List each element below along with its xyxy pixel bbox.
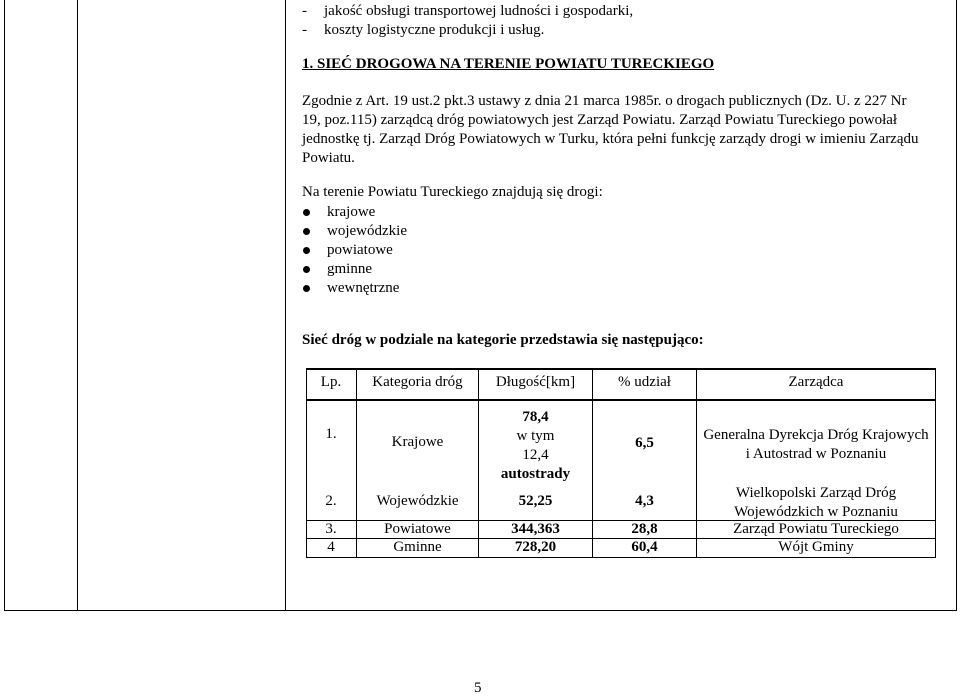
row3-share: 28,8 — [631, 521, 658, 537]
paragraph-line: 19, poz.115) zarządcą dróg powiatowych jest Zarząd Powiatu. Zarząd Powiatu Tureckiego powołał — [302, 112, 898, 128]
table-top-border — [306, 368, 936, 370]
bullet-dot-icon — [303, 285, 310, 292]
row1-length-line: 12,4 — [522, 447, 549, 463]
road-type-label: powiatowe — [327, 242, 393, 258]
bullet-dot-icon — [303, 266, 310, 273]
row2-share: 4,3 — [635, 493, 654, 509]
row1-lp: 1. — [325, 426, 337, 442]
row1-manager-line: i Autostrad w Poznaniu — [745, 446, 887, 462]
dash-item-logistics — [302, 21, 544, 40]
row2-manager — [697, 484, 935, 522]
row4-share: 60,4 — [631, 539, 658, 555]
section-heading: 1. SIEĆ DROGOWA NA TERENIE POWIATU TURECKIEGO — [302, 56, 715, 72]
roads-intro: Na terenie Powiatu Tureckiego znajdują się drogi: — [302, 184, 603, 200]
legal-paragraph — [302, 92, 954, 168]
road-type-label: gminne — [327, 261, 372, 277]
frame-column-middle — [77, 0, 286, 610]
road-network-table — [306, 368, 936, 558]
row1-length-line: 78,4 — [522, 409, 549, 425]
paragraph-line: Powiatu. — [302, 150, 355, 166]
bullet-dot-icon — [303, 228, 310, 235]
row3-category: Powiatowe — [384, 521, 451, 537]
row2-category: Wojewódzkie — [376, 493, 459, 509]
road-type-label: wojewódzkie — [327, 223, 407, 239]
road-type-label: krajowe — [327, 204, 376, 220]
page-number: 5 — [474, 680, 482, 696]
row1-category: Krajowe — [391, 434, 444, 450]
dash-marker: - — [302, 3, 307, 19]
row1-share: 6,5 — [635, 435, 654, 451]
row2-manager-line: Wielkopolski Zarząd Dróg — [735, 485, 897, 501]
paragraph-line: Zgodnie z Art. 19 ust.2 pkt.3 ustawy z dnia 21 marca 1985r. o drogach publicznych (Dz. U. z 227 Nr — [302, 93, 907, 109]
row3-length: 344,363 — [511, 521, 560, 537]
road-type-label: wewnętrzne — [327, 280, 400, 296]
row4-length: 728,20 — [514, 539, 557, 555]
row2-manager-line: Wojewódzkich w Poznaniu — [734, 504, 898, 520]
dash-item-text: jakość obsługi transportowej ludności i gospodarki, — [324, 3, 634, 19]
row4-lp: 4 — [327, 539, 335, 555]
table-col-border — [935, 368, 936, 558]
row1-length-line: autostrady — [500, 466, 571, 482]
row3-manager: Zarząd Powiatu Tureckiego — [733, 521, 899, 537]
table-subheading: Sieć dróg w podziale na kategorie przedstawia się następująco: — [302, 332, 704, 348]
row1-length-line: w tym — [516, 428, 555, 444]
header-length: Długość[km] — [495, 374, 576, 390]
bullet-dot-icon — [303, 209, 310, 216]
dash-marker: - — [302, 22, 307, 38]
row1-manager — [697, 426, 935, 464]
header-category: Kategoria dróg — [372, 374, 463, 390]
bullet-dot-icon — [303, 247, 310, 254]
row4-category: Gminne — [393, 539, 442, 555]
header-manager: Zarządca — [788, 374, 844, 390]
dash-item-text: koszty logistyczne produkcji i usług. — [324, 22, 545, 38]
frame-column-left — [5, 0, 78, 610]
table-header-border — [306, 399, 936, 401]
row3-lp: 3. — [325, 521, 337, 537]
row2-length: 52,25 — [518, 493, 553, 509]
row2-lp: 2. — [325, 493, 337, 509]
table-bottom-border — [306, 557, 936, 558]
row4-manager: Wójt Gminy — [778, 539, 854, 555]
paragraph-line: jednostkę tj. Zarząd Dróg Powiatowych w Turku, która pełni funkcję zarządy drogi w imieniu Zarządu — [302, 131, 919, 147]
header-share: % udział — [618, 374, 671, 390]
row1-length — [479, 408, 592, 484]
dash-item-transport — [302, 2, 633, 21]
row1-manager-line: Generalna Dyrekcja Dróg Krajowych — [703, 427, 929, 443]
header-lp: Lp. — [320, 374, 342, 390]
